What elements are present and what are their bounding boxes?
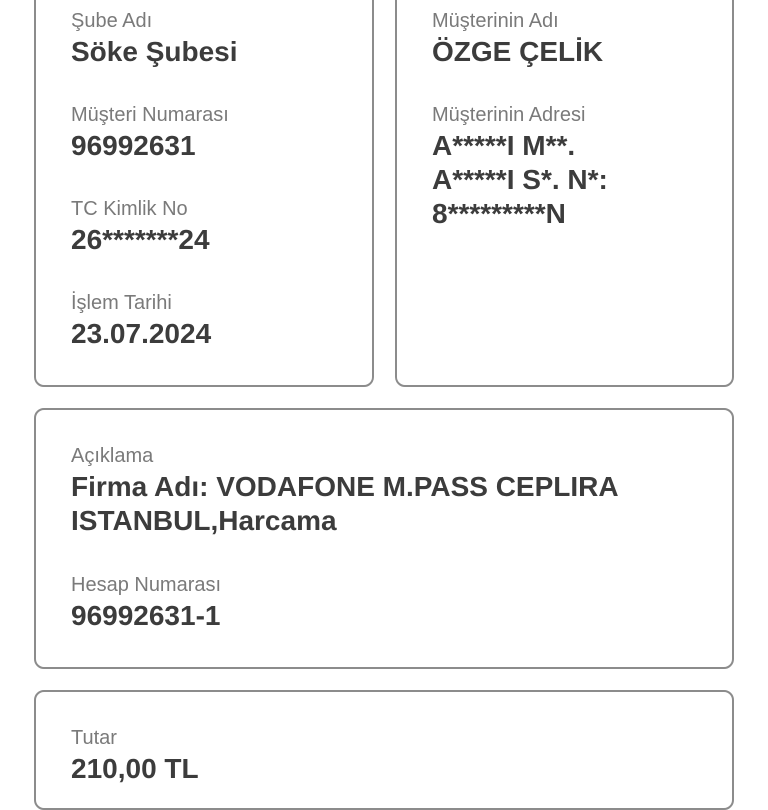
customer-address-label: Müşterinin Adresi [432, 104, 586, 126]
customer-address-line-2: A*****I S*. N*: [432, 164, 608, 195]
branch-info-card [34, 0, 374, 387]
customer-number-field [71, 103, 229, 163]
transaction-date-label: İşlem Tarihi [71, 292, 172, 314]
customer-number-value: 96992631 [71, 130, 196, 161]
amount-card [34, 690, 734, 810]
description-line-1: Firma Adı: VODAFONE M.PASS CEPLIRA [71, 471, 619, 502]
description-field [71, 444, 701, 538]
customer-info-card [395, 0, 734, 387]
customer-name-field [432, 9, 603, 69]
branch-name-label: Şube Adı [71, 10, 153, 32]
customer-address-line-1: A*****I M**. [432, 130, 576, 161]
customer-address-field [432, 103, 608, 231]
amount-value: 210,00 TL [71, 753, 199, 784]
description-line-2: ISTANBUL,Harcama [71, 505, 337, 536]
tc-id-value: 26*******24 [71, 224, 210, 255]
transaction-date-value: 23.07.2024 [71, 318, 212, 349]
account-number-label: Hesap Numarası [71, 574, 222, 596]
customer-address-line-3: 8*********N [432, 198, 566, 229]
account-number-value: 96992631-1 [71, 600, 221, 631]
amount-field [71, 726, 199, 786]
customer-name-value: ÖZGE ÇELİK [432, 36, 604, 67]
account-number-field [71, 573, 221, 633]
customer-name-label: Müşterinin Adı [432, 10, 559, 32]
tc-id-label: TC Kimlik No [71, 198, 188, 220]
branch-name-value: Söke Şubesi [71, 36, 238, 67]
customer-number-label: Müşteri Numarası [71, 104, 229, 126]
description-label: Açıklama [71, 445, 154, 467]
tc-id-field [71, 197, 210, 257]
branch-name-field [71, 9, 238, 69]
description-card [34, 408, 734, 669]
amount-label: Tutar [71, 727, 117, 749]
transaction-date-field [71, 291, 211, 351]
